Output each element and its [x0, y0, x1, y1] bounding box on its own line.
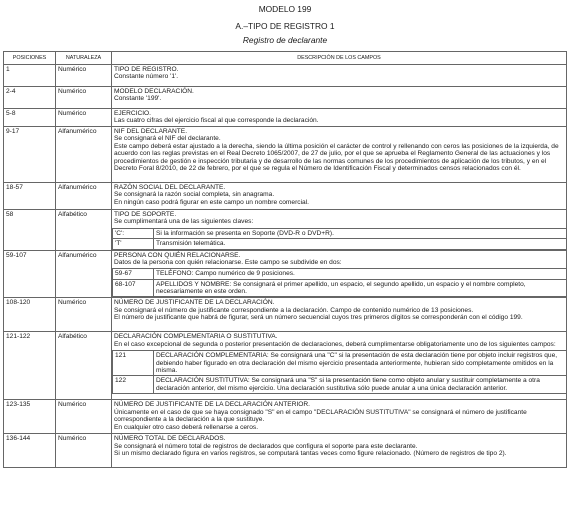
field-text: Se consignará el número de justificante correspondiente a la declaración. Campo de contenido numérico de 13 posiciones. — [114, 306, 474, 314]
description-cell — [112, 109, 567, 127]
field-title: NÚMERO TOTAL DE DECLARADOS. — [114, 435, 226, 443]
table-row — [4, 400, 567, 434]
nature-cell: Numérico — [56, 109, 112, 127]
subfield-row — [113, 269, 567, 279]
field-text: Se consignará el NIF del declarante. — [114, 135, 221, 143]
field-title: TIPO DE SOPORTE. — [114, 211, 177, 219]
field-title: PERSONA CON QUIÉN RELACIONARSE. — [114, 251, 241, 259]
nature-cell: Numérico — [56, 298, 112, 332]
field-text: Se cumplimentará una de las siguientes claves: — [114, 218, 254, 226]
field-text: Se consignará el número total de registros de declarados que configura el soporte para este declarante. — [114, 442, 418, 450]
description-cell — [112, 127, 567, 183]
field-text: Se consignará la razón social completa, sin anagrama. — [114, 191, 275, 199]
nature-cell: Numérico — [56, 434, 112, 468]
field-title: MODELO DECLARACIÓN. — [114, 88, 194, 96]
fields-table — [3, 51, 567, 468]
subfield-value: TELÉFONO: Campo numérico de 9 posiciones. — [154, 269, 567, 279]
field-text-extra: Si un mismo declarado figura en varios registros, se computará tantas veces como figure relacionado. (Número de registros de tipo 2). — [114, 450, 507, 458]
subfield-key: 68-107 — [113, 279, 154, 297]
subfield-value: Si la información se presenta en Soporte (DVD-R o DVD+R). — [154, 228, 567, 238]
description-cell — [112, 210, 567, 251]
description-cell — [112, 65, 567, 87]
field-text-extra: Este campo deberá estar ajustado a la derecha, siendo la última posición el carácter de control y rellenando con ceros las posiciones de la izquierda, de acuerdo con las reglas previstas en el Real Decreto 1065/2007, de 27 de julio, por el que se aprueba el Reglamento General de las actuaciones y los procedimientos de gestión e inspección tributaria y de desarrollo de las normas comunes de los procedimientos de aplicación de los tributos, y en el Decreto Foral 8/2010, de 22 de febrero, por el que se regula el Número de Identificación Fiscal y determinados censos relacionados con él. — [114, 142, 559, 172]
description-cell — [112, 87, 567, 109]
subfield-row — [113, 351, 567, 376]
position-cell: 2-4 — [4, 87, 56, 109]
description-cell — [112, 298, 567, 332]
column-header-descripcion: DESCRIPCIÓN DE LOS CAMPOS — [112, 51, 567, 64]
nature-cell: Alfanumérico — [56, 127, 112, 183]
position-cell: 9-17 — [4, 127, 56, 183]
subfield-key: 'C': — [113, 228, 154, 238]
table-row — [4, 210, 567, 251]
description-cell — [112, 400, 567, 434]
field-text: Únicamente en el caso de que se haya consignado "S" en el campo "DECLARACIÓN SUSTITUTIVA" se consignará el número de justificante correspondiente a la declaración a la que sustituye. — [114, 408, 527, 424]
subfield-table — [112, 228, 566, 250]
table-row — [4, 127, 567, 183]
description-cell — [112, 183, 567, 210]
position-cell: 136-144 — [4, 434, 56, 468]
column-header-posiciones: POSICIONES — [4, 51, 56, 64]
table-row — [4, 332, 567, 400]
record-subtitle: Registro de declarante — [242, 35, 328, 46]
nature-cell: Numérico — [56, 400, 112, 434]
field-title: RAZÓN SOCIAL DEL DECLARANTE. — [114, 184, 226, 192]
table-row — [4, 434, 567, 468]
field-title: NIF DEL DECLARANTE. — [114, 128, 188, 136]
field-title: EJERCICIO. — [114, 110, 152, 118]
field-title: NÚMERO DE JUSTIFICANTE DE LA DECLARACIÓN. — [114, 299, 275, 307]
field-text: Constante '199'. — [114, 95, 162, 103]
nature-cell: Alfabético — [56, 210, 112, 251]
subfield-key: 121 — [113, 351, 154, 376]
position-cell: 58 — [4, 210, 56, 251]
position-cell: 108-120 — [4, 298, 56, 332]
field-text: Datos de la persona con quién relacionarse. Este campo se subdivide en dos: — [114, 258, 342, 266]
table-header-row — [4, 51, 567, 64]
position-cell: 121-122 — [4, 332, 56, 400]
subfield-value: DECLARACIÓN SUSTITUTIVA: Se consignará una "S" si la presentación tiene como objeto anular y sustituir completamente a otra declaración anterior, del mismo ejercicio. Una declaración sustitutiva sólo puede anular a una única declaración anterior. — [154, 376, 567, 394]
table-row — [4, 298, 567, 332]
subfield-key: 'T' — [113, 239, 154, 249]
table-row — [4, 109, 567, 127]
record-type-title: A.–TIPO DE REGISTRO 1 — [235, 20, 335, 31]
description-cell — [112, 250, 567, 298]
subfield-row — [113, 228, 567, 238]
subfield-key: 122 — [113, 376, 154, 394]
nature-cell: Numérico — [56, 87, 112, 109]
position-cell: 123-135 — [4, 400, 56, 434]
field-text: En el caso excepcional de segunda o posterior presentación de declaraciones, deberá cumplimentarse obligatoriamente uno de los siguientes campos: — [114, 340, 556, 348]
nature-cell: Alfanumérico — [56, 183, 112, 210]
subfield-table — [112, 268, 566, 297]
subfield-row — [113, 279, 567, 297]
field-text-extra: En cualquier otro caso deberá rellenarse a ceros. — [114, 423, 259, 431]
table-row — [4, 87, 567, 109]
subfield-value: DECLARACIÓN COMPLEMENTARIA: Se consignará una "C" si la presentación de esta declaración tiene por objeto incluir registros que, debiendo haber figurado en otra declaración del mismo ejercicio presentada anteriormente, hubieran sido completamente omitidos en la misma. — [154, 351, 567, 376]
field-text: Las cuatro cifras del ejercicio fiscal al que corresponde la declaración. — [114, 117, 319, 125]
field-title: DECLARACIÓN COMPLEMENTARIA O SUSTITUTIVA. — [114, 333, 278, 341]
nature-cell: Numérico — [56, 65, 112, 87]
subfield-value: Transmisión telemática. — [154, 239, 567, 249]
subfield-row — [113, 376, 567, 394]
column-header-naturaleza: NATURALEZA — [56, 51, 112, 64]
field-title: NÚMERO DE JUSTIFICANTE DE LA DECLARACIÓN ANTERIOR. — [114, 401, 311, 409]
subfield-key: 59-67 — [113, 269, 154, 279]
subfield-row — [113, 239, 567, 249]
description-cell — [112, 332, 567, 400]
field-text-extra: El número de justificante que habrá de figurar, será un número secuencial cuyos tres primeros dígitos se corresponderán con el código 199. — [114, 314, 523, 322]
field-text: Constante número '1'. — [114, 73, 179, 81]
position-cell: 18-57 — [4, 183, 56, 210]
subfield-table — [112, 350, 566, 394]
position-cell: 5-8 — [4, 109, 56, 127]
table-row — [4, 250, 567, 298]
nature-cell: Alfanumérico — [56, 250, 112, 298]
position-cell: 59-107 — [4, 250, 56, 298]
nature-cell: Alfabético — [56, 332, 112, 400]
description-cell — [112, 434, 567, 468]
subfield-value: APELLIDOS Y NOMBRE: Se consignará el primer apellido, un espacio, el segundo apellido, un espacio y el nombre completo, necesariamente en este orden. — [154, 279, 567, 297]
position-cell: 1 — [4, 65, 56, 87]
table-row — [4, 183, 567, 210]
field-title: TIPO DE REGISTRO. — [114, 66, 179, 74]
table-row — [4, 65, 567, 87]
model-title: MODELO 199 — [258, 4, 312, 14]
field-text-extra: En ningún caso podrá figurar en este campo un nombre comercial. — [114, 198, 309, 206]
